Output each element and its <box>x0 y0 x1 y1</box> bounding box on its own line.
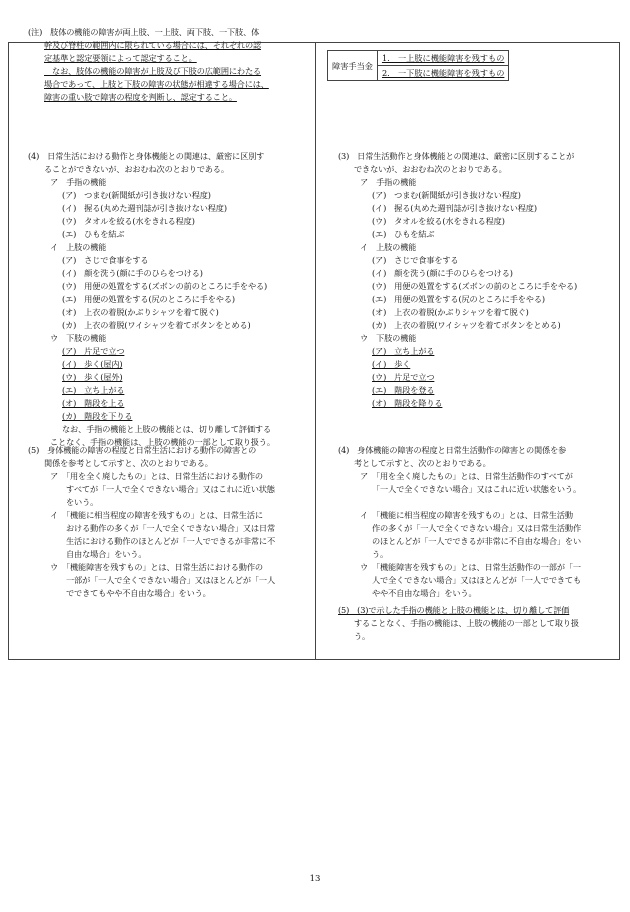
note-line: 定基準と認定要領によって認定すること。 <box>44 53 197 63</box>
list-item: (イ) 顔を洗う(顔に手のひらをつける) <box>372 268 513 278</box>
list-item: (イ) 顔を洗う(顔に手のひらをつける) <box>62 268 203 278</box>
list-item: (カ) 上衣の着脱(ワイシャツを着てボタンをとめる) <box>372 320 561 330</box>
list-item: (カ) 階段を下りる <box>62 411 133 421</box>
section-heading: (4) 日常生活における動作と身体機能との関連は、厳密に区別す <box>28 151 265 161</box>
section-heading: (5) (3)で示した手指の機能と上肢の機能とは、切り離して評価 <box>338 605 570 615</box>
list-item: (エ) ひもを結ぶ <box>62 229 125 239</box>
text-line: 自由な場合」をいう。 <box>66 549 147 559</box>
text-line: う。 <box>354 631 371 641</box>
list-item: (ウ) タオルを絞る(水をきれる程度) <box>62 216 195 226</box>
text-line: ウ 「機能障害を残すもの」とは、日常生活動作の一部が「一 <box>360 562 581 572</box>
text-line: ウ 「機能障害を残すもの」とは、日常生活における動作の <box>50 562 263 572</box>
list-item: (ア) つまむ(新聞紙が引き抜けない程度) <box>372 190 521 200</box>
note-line: 場合であって、上肢と下肢の障害の状態が相違する場合には、 <box>44 79 269 89</box>
note-line: なお、肢体の機能の障害が上肢及び下肢の広範囲にわたる <box>44 66 262 76</box>
text-line: ア 「用を全く廃したもの」とは、日常生活における動作の <box>50 471 263 481</box>
section-heading: (3) 日常生活動作と身体機能との関連は、厳密に区別することが <box>338 151 575 161</box>
section-heading: (4) 身体機能の障害の程度と日常生活動作の障害との関係を参 <box>338 445 567 455</box>
column-divider <box>315 42 316 660</box>
list-item: (イ) 歩く(屋内) <box>62 359 123 369</box>
text-line: できないが、おおむね次のとおりである。 <box>354 164 507 174</box>
text-line: ことなく、手指の機能は、上肢の機能の一部として取り扱う。 <box>50 437 275 447</box>
text-line: イ 「機能に相当程度の障害を残すもの」とは、日常生活動 <box>360 510 573 520</box>
text-line: をいう。 <box>66 497 99 507</box>
list-item: (エ) ひもを結ぶ <box>372 229 435 239</box>
text-line: すべてが「一人で全くできない場合」又はこれに近い状態 <box>66 484 275 494</box>
section-5-relationship <box>28 444 275 600</box>
category-heading: イ 上肢の機能 <box>50 242 107 252</box>
category-heading: ウ 下肢の機能 <box>360 333 417 343</box>
list-item: (ウ) 用便の処置をする(ズボンの前のところに手をやる) <box>372 281 578 291</box>
category-heading: ウ 下肢の機能 <box>50 333 107 343</box>
text-line: することなく、手指の機能は、上肢の機能の一部として取り扱 <box>354 618 579 628</box>
list-item: (エ) 立ち上がる <box>62 385 125 395</box>
list-item: (エ) 階段を登る <box>372 385 435 395</box>
list-item: (オ) 上衣の着脱(かぶりシャツを着て脱ぐ) <box>372 307 529 317</box>
list-item: (イ) 握る(丸めた週刊誌が引き抜けない程度) <box>62 203 227 213</box>
list-item: (カ) 上衣の着脱(ワイシャツを着てボタンをとめる) <box>62 320 251 330</box>
section-4-relationship <box>338 444 581 600</box>
page-number: 13 <box>309 874 321 884</box>
note-line: 幹及び脊柱の範囲内に限られている場合には、それぞれの認 <box>44 40 262 50</box>
list-item: (ア) つまむ(新聞紙が引き抜けない程度) <box>62 190 211 200</box>
text-line: う。 <box>372 549 389 559</box>
category-heading: ア 手指の機能 <box>50 177 107 187</box>
text-line: ることができないが、おおむね次のとおりである。 <box>44 164 229 174</box>
section-4-functions <box>28 150 275 449</box>
list-item: (ア) 片足で立つ <box>62 346 125 356</box>
list-item: (エ) 用便の処置をする(尻のところに手をやる) <box>372 294 545 304</box>
list-item: (ア) さじで食事をする <box>62 255 149 265</box>
text-line: 考として示すと、次のとおりである。 <box>354 458 491 468</box>
category-heading: イ 上肢の機能 <box>360 242 417 252</box>
allowance-item: 1. 一上肢に機能障害を残すもの <box>377 51 508 66</box>
text-line: でできてもやや不自由な場合」をいう。 <box>66 588 211 598</box>
note-line: (注) 肢体の機能の障害が両上肢、一上肢、両下肢、一下肢、体 <box>28 27 260 37</box>
list-item: (オ) 階段を上る <box>62 398 125 408</box>
allowance-item: 2. 一下肢に機能障害を残すもの <box>377 66 508 81</box>
text-line: 関係を参考として示すと、次のとおりである。 <box>44 458 213 468</box>
text-line: なお、手指の機能と上肢の機能とは、切り離して評価する <box>62 424 271 434</box>
text-line: 一部が「一人で全くできない場合」又はほとんどが「一人 <box>66 575 275 585</box>
section-heading: (5) 身体機能の障害の程度と日常生活における動作の障害との <box>28 445 257 455</box>
list-item: (イ) 握る(丸めた週刊誌が引き抜けない程度) <box>372 203 537 213</box>
list-item: (ウ) 歩く(屋外) <box>62 372 123 382</box>
text-line: 生活における動作のほとんどが「一人でできるが非常に不 <box>66 536 275 546</box>
text-line: 人で全くできない場合」又はほとんどが「一人でできても <box>372 575 581 585</box>
list-item: (オ) 階段を降りる <box>372 398 443 408</box>
section-5-note <box>338 604 579 643</box>
list-item: (ウ) 片足で立つ <box>372 372 435 382</box>
list-item: (ア) さじで食事をする <box>372 255 459 265</box>
list-item: (オ) 上衣の着脱(かぶりシャツを着て脱ぐ) <box>62 307 219 317</box>
disability-allowance-table <box>327 50 509 81</box>
text-line: おける動作の多くが「一人で全くできない場合」又は日常 <box>66 523 275 533</box>
allowance-heading: 障害手当金 <box>328 51 378 81</box>
list-item: (イ) 歩く <box>372 359 411 369</box>
text-line: 作の多くが「一人で全くできない場合」又は日常生活動作 <box>372 523 581 533</box>
list-item: (ウ) 用便の処置をする(ズボンの前のところに手をやる) <box>62 281 268 291</box>
text-line: ア 「用を全く廃したもの」とは、日常生活動作のすべてが <box>360 471 573 481</box>
text-line: イ 「機能に相当程度の障害を残すもの」とは、日常生活に <box>50 510 263 520</box>
category-heading: ア 手指の機能 <box>360 177 417 187</box>
list-item: (ウ) タオルを絞る(水をきれる程度) <box>372 216 505 226</box>
text-line: 「一人で全くできない場合」又はこれに近い状態をいう。 <box>372 484 581 494</box>
text-line: やや不自由な場合」をいう。 <box>372 588 477 598</box>
note-line: 障害の重い肢で障害の程度を判断し、認定すること。 <box>44 92 237 102</box>
list-item: (エ) 用便の処置をする(尻のところに手をやる) <box>62 294 235 304</box>
section-3-functions <box>338 150 577 410</box>
list-item: (ア) 立ち上がる <box>372 346 435 356</box>
text-line: のほとんどが「一人でできるが非常に不自由な場合」をい <box>372 536 581 546</box>
note-block <box>28 26 269 104</box>
